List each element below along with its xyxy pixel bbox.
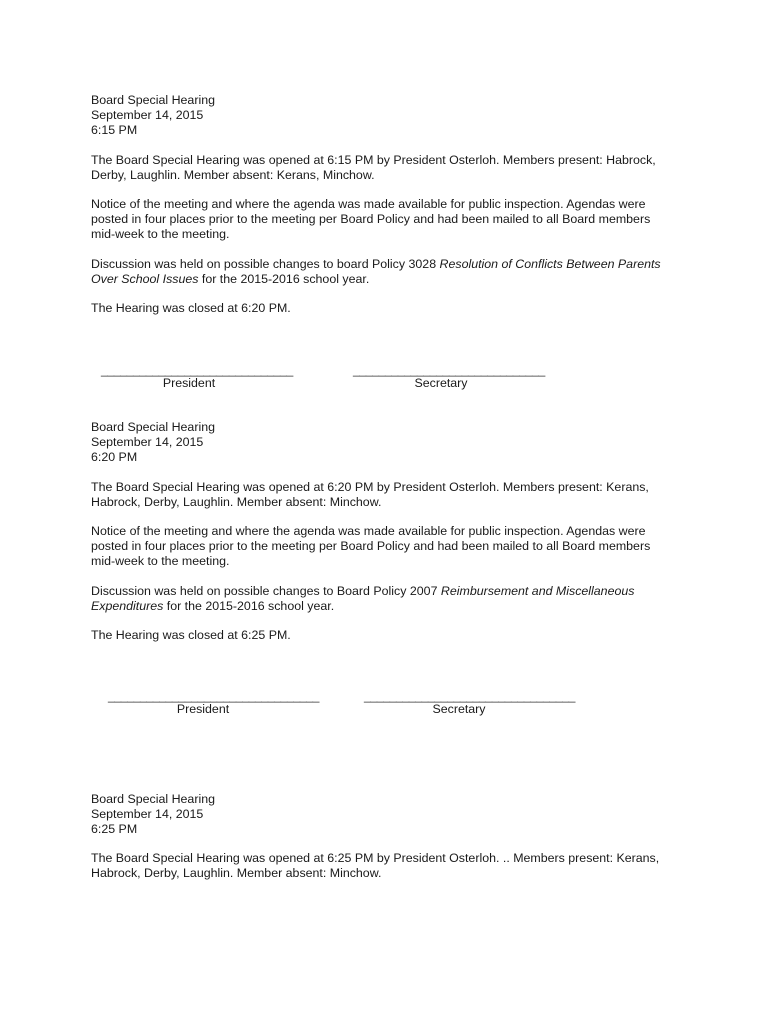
signature-line: ______________________________ — [353, 363, 545, 377]
closing-text: The Hearing was closed at 6:20 PM. — [91, 301, 291, 315]
opening-paragraph-1 — [91, 153, 691, 183]
discussion-suffix: for the 2015-2016 school year. — [198, 272, 370, 286]
paragraph-line: The Board Special Hearing was opened at 6:25 PM by President Osterloh. .. Members present: Kerans, — [91, 851, 660, 865]
discussion-suffix: for the 2015-2016 school year. — [163, 599, 335, 613]
signature-label-president: President — [162, 376, 216, 390]
policy-title-continued: Over School Issues — [91, 272, 199, 286]
hearing-date: September 14, 2015 — [91, 108, 204, 122]
paragraph-line — [91, 272, 691, 287]
paragraph-line: mid-week to the meeting. — [91, 554, 230, 568]
paragraph-line: posted in four places prior to the meeting per Board Policy and had been mailed to all Board members — [91, 539, 651, 553]
paragraph-line: Habrock, Derby, Laughlin. Member absent: Minchow. — [91, 495, 382, 509]
hearing-time: 6:20 PM — [91, 450, 138, 464]
hearing-time: 6:15 PM — [91, 123, 138, 137]
paragraph-line — [91, 257, 691, 272]
closing-paragraph-1 — [91, 301, 691, 316]
hearing-title: Board Special Hearing — [91, 420, 215, 434]
notice-paragraph-1 — [91, 197, 691, 242]
secretary-signature-2 — [364, 689, 575, 717]
hearing-header-1 — [91, 93, 691, 138]
policy-title: Resolution of Conflicts Between Parents — [439, 257, 661, 271]
opening-paragraph-2 — [91, 480, 691, 510]
paragraph-line — [91, 584, 691, 599]
signature-label-president: President — [176, 702, 230, 716]
hearing-time: 6:25 PM — [91, 822, 138, 836]
paragraph-line: Habrock, Derby, Laughlin. Member absent: Minchow. — [91, 866, 382, 880]
hearing-title: Board Special Hearing — [91, 792, 215, 806]
notice-paragraph-2 — [91, 524, 691, 569]
closing-text: The Hearing was closed at 6:25 PM. — [91, 628, 291, 642]
president-signature-1 — [101, 363, 293, 391]
paragraph-line: The Board Special Hearing was opened at 6:20 PM by President Osterloh. Members present: Kerans, — [91, 480, 649, 494]
paragraph-line — [91, 599, 691, 614]
hearing-title: Board Special Hearing — [91, 93, 215, 107]
policy-title: Reimbursement and Miscellaneous — [440, 584, 635, 598]
discussion-prefix: Discussion was held on possible changes to Board Policy 2007 — [91, 584, 441, 598]
paragraph-line: mid-week to the meeting. — [91, 227, 230, 241]
hearing-header-2 — [91, 420, 691, 465]
signature-label-secretary: Secretary — [414, 376, 468, 390]
hearing-date: September 14, 2015 — [91, 435, 204, 449]
paragraph-line: posted in four places prior to the meeting per Board Policy and had been mailed to all Board members — [91, 212, 651, 226]
president-signature-2 — [108, 689, 319, 717]
paragraph-line: Notice of the meeting and where the agenda was made available for public inspection. Agendas were — [91, 197, 646, 211]
secretary-signature-1 — [353, 363, 545, 391]
paragraph-line: Notice of the meeting and where the agenda was made available for public inspection. Agendas were — [91, 524, 646, 538]
discussion-paragraph-2 — [91, 584, 691, 614]
closing-paragraph-2 — [91, 628, 691, 643]
discussion-prefix: Discussion was held on possible changes to board Policy 3028 — [91, 257, 440, 271]
signature-line: ______________________________ — [101, 363, 293, 377]
paragraph-line: The Board Special Hearing was opened at 6:15 PM by President Osterloh. Members present: Habrock, — [91, 153, 656, 167]
discussion-paragraph-1 — [91, 257, 691, 287]
signature-line: _________________________________ — [108, 689, 319, 703]
hearing-header-3 — [91, 792, 691, 837]
signature-line: _________________________________ — [364, 689, 575, 703]
policy-title-continued: Expenditures — [91, 599, 164, 613]
signature-label-secretary: Secretary — [432, 702, 486, 716]
paragraph-line: Derby, Laughlin. Member absent: Kerans, Minchow. — [91, 168, 375, 182]
hearing-date: September 14, 2015 — [91, 807, 204, 821]
opening-paragraph-3 — [91, 851, 691, 881]
